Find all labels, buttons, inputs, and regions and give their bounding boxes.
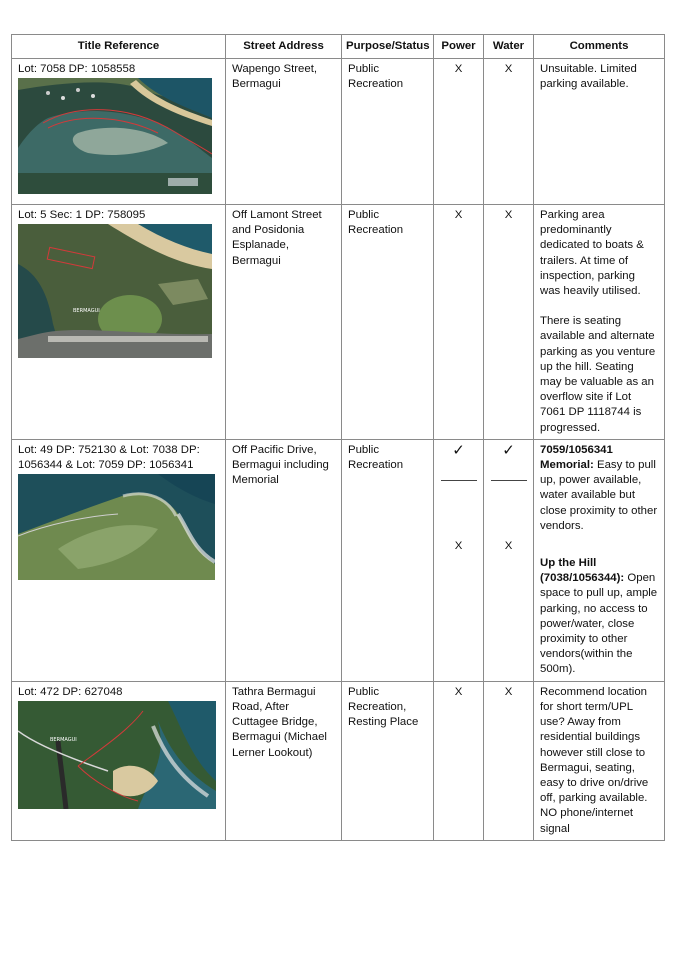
comments-cell: [534, 59, 665, 205]
header-comments: Comments: [534, 35, 665, 59]
table-row: [12, 59, 665, 205]
water-status: X: [484, 59, 534, 205]
water-status: X: [484, 681, 534, 840]
table-header-row: [12, 35, 665, 59]
header-street-address: Street Address: [226, 35, 342, 59]
water-status: X: [504, 540, 513, 553]
purpose-status: Public Recreation: [342, 205, 434, 440]
comments-cell: [534, 439, 665, 681]
title-reference: Lot: 472 DP: 627048: [18, 685, 123, 698]
water-available-tick: ✓: [502, 441, 515, 459]
water-cell: [484, 439, 534, 681]
map-label: BERMAGUI: [73, 308, 100, 315]
comment-text: [540, 556, 658, 678]
title-cell: [12, 205, 226, 440]
purpose-status: Public Recreation, Resting Place: [342, 681, 434, 840]
table-row: [12, 205, 665, 440]
comment-text: Unsuitable. Limited parking available.: [540, 63, 637, 91]
comments-cell: [534, 681, 665, 840]
map-label: BERMAGUI: [50, 736, 77, 743]
comment-body: Open space to pull up, ample parking, no access to power/water, close proximity to other vendors(within the 500m).: [540, 572, 658, 676]
street-address: Off Lamont Street and Posidonia Esplanade, Bermagui: [226, 205, 342, 440]
aerial-photo: [18, 474, 215, 580]
aerial-photo: [18, 78, 212, 194]
title-reference: Lot: 7058 DP: 1058558: [18, 63, 136, 75]
table-row: [12, 681, 665, 840]
street-address: Off Pacific Drive, Bermagui including Memorial: [226, 439, 342, 681]
sites-table: [11, 34, 665, 841]
purpose-status: Public Recreation: [342, 59, 434, 205]
purpose-status: Public Recreation: [342, 439, 434, 681]
power-status: X: [434, 59, 484, 205]
table-row: [12, 439, 665, 681]
power-status: X: [454, 540, 463, 553]
title-cell: [12, 439, 226, 681]
comment-text: There is seating available and alternate parking as you venture up the hill. Seating may be valuable as an overflow site if Lot 7061 DP 1118744 is progressed.: [540, 315, 656, 434]
header-water: Water: [484, 35, 534, 59]
header-title-reference: Title Reference: [12, 35, 226, 59]
comment-heading: Up the Hill (7038/1056344):: [540, 557, 625, 585]
comment-text: Parking area predominantly dedicated to boats & trailers. At time of inspection, parking was heavily utilised.: [540, 209, 644, 298]
title-reference: Lot: 49 DP: 752130 & Lot: 7038 DP: 1056344 & Lot: 7059 DP: 1056341: [18, 443, 200, 472]
power-cell: [434, 439, 484, 681]
street-address: Wapengo Street, Bermagui: [226, 59, 342, 205]
comment-body: Easy to pull up, power available, water available but close proximity to other vendors.: [540, 459, 658, 532]
header-purpose-status: Purpose/Status: [342, 35, 434, 59]
title-reference: Lot: 5 Sec: 1 DP: 758095: [18, 209, 146, 221]
header-power: Power: [434, 35, 484, 59]
title-cell: [12, 59, 226, 205]
street-address: Tathra Bermagui Road, After Cuttagee Bridge, Bermagui (Michael Lerner Lookout): [226, 681, 342, 840]
comments-cell: [534, 205, 665, 440]
power-status: X: [434, 205, 484, 440]
aerial-photo: [18, 701, 216, 809]
comment-text: Recommend location for short term/UPL use? Away from residential buildings however still close to Bermagui, seating, easy to drive on/drive off, parking available. NO phone/internet signal: [540, 685, 649, 835]
comment-heading: 7059/1056341 Memorial:: [540, 443, 613, 472]
water-status: X: [484, 205, 534, 440]
power-available-tick: ✓: [452, 441, 465, 459]
comment-text: [540, 443, 658, 534]
title-cell: [12, 681, 226, 840]
power-status: X: [434, 681, 484, 840]
aerial-photo: [18, 224, 212, 358]
